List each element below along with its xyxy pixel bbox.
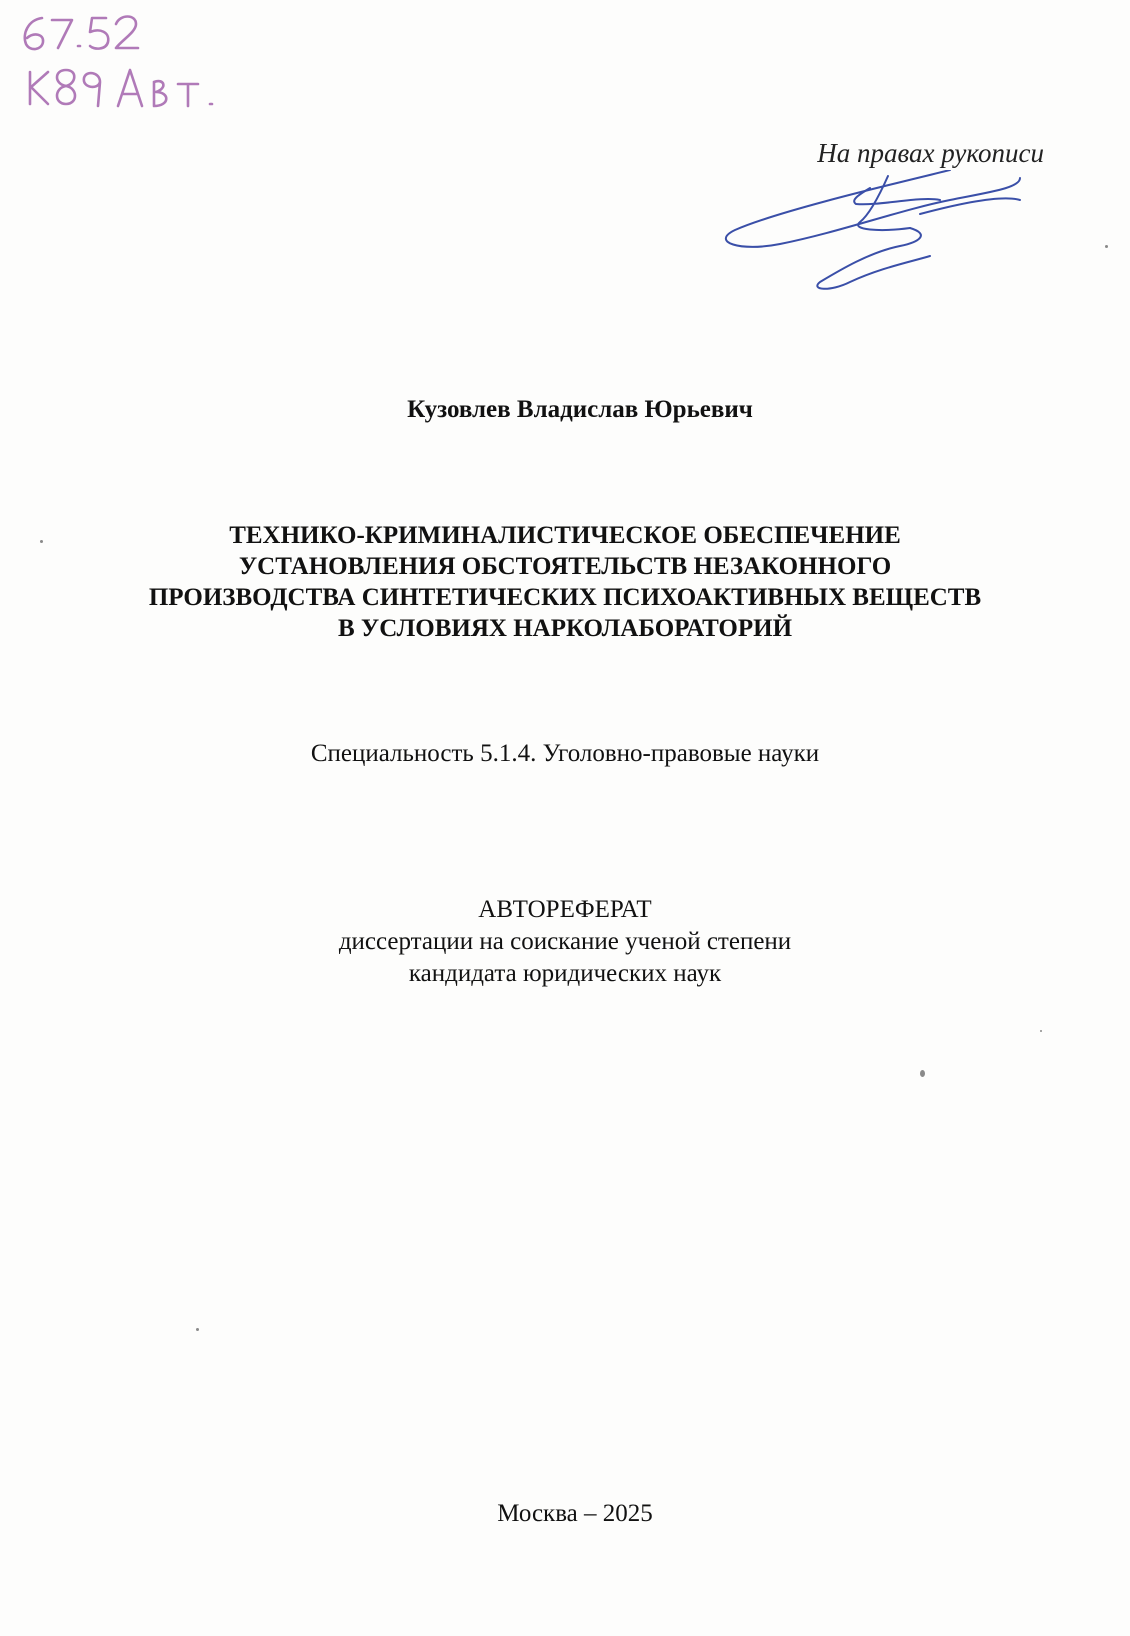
scan-speck xyxy=(1040,1030,1042,1032)
title-line: ПРОИЗВОДСТВА СИНТЕТИЧЕСКИХ ПСИХОАКТИВНЫХ ВЕЩЕСТВ xyxy=(148,584,982,611)
scan-speck xyxy=(196,1328,199,1331)
author-name: Кузовлев Владислав Юрьевич xyxy=(407,396,753,423)
abstract-line: кандидата юридических наук xyxy=(408,960,722,987)
city-year: Москва – 2025 xyxy=(497,1500,653,1527)
abstract-heading: АВТОРЕФЕРАТ xyxy=(478,896,652,923)
scan-speck xyxy=(40,540,43,543)
dissertation-title xyxy=(60,520,1070,644)
specialty-line: Специальность 5.1.4. Уголовно-правовые науки xyxy=(310,740,820,767)
handwritten-signature xyxy=(720,170,1120,310)
manuscript-rights-note: На правах рукописи xyxy=(817,138,1044,168)
abstract-block xyxy=(0,894,1130,990)
handwritten-classification-note xyxy=(14,4,244,114)
title-line: ТЕХНИКО-КРИМИНАЛИСТИЧЕСКОЕ ОБЕСПЕЧЕНИЕ xyxy=(229,522,901,549)
title-line: УСТАНОВЛЕНИЯ ОБСТОЯТЕЛЬСТВ НЕЗАКОННОГО xyxy=(238,553,892,580)
title-line: В УСЛОВИЯХ НАРКОЛАБОРАТОРИЙ xyxy=(337,615,793,642)
abstract-line: диссертации на соискание ученой степени xyxy=(338,928,792,955)
scan-speck xyxy=(1105,245,1108,248)
scan-speck xyxy=(920,1070,925,1077)
